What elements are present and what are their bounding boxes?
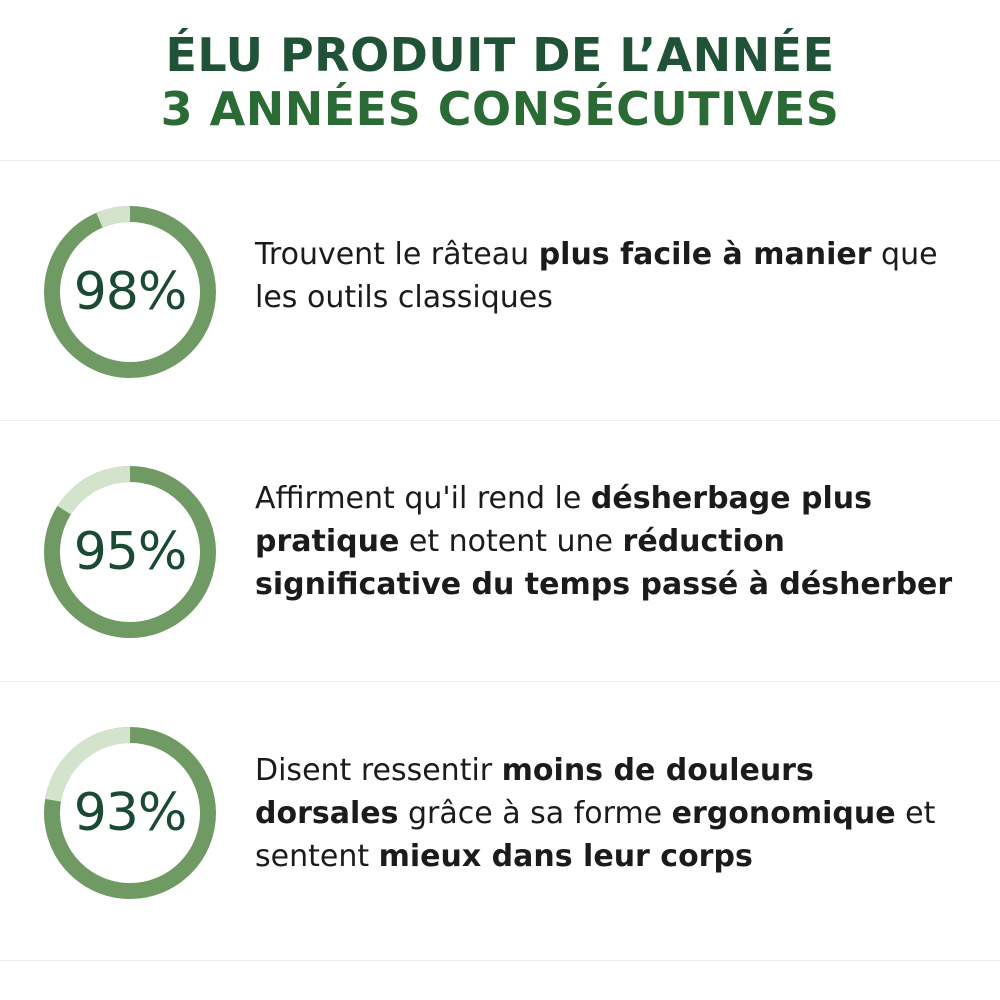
divider: [0, 960, 1000, 961]
description-text: Trouvent le râteau: [255, 237, 539, 272]
description-text: Affirment qu'il rend le: [255, 481, 591, 516]
highlight-text: réduction significative du temps passé à désherber: [255, 524, 953, 602]
stat-description: [255, 749, 965, 878]
headline-line-2: 3 ANNÉES CONSÉCUTIVES: [160, 82, 840, 136]
stat-item: [0, 160, 1000, 420]
headline: [0, 28, 1000, 136]
description-text: et notent une: [399, 524, 623, 559]
headline-line-1: ÉLU PRODUIT DE L’ANNÉE: [165, 28, 835, 82]
description-text: grâce à sa forme: [398, 796, 672, 831]
progress-ring: [42, 725, 218, 901]
percent-value: 98%: [73, 262, 187, 322]
stat-description: [255, 477, 965, 606]
description-text: que les outils classiques: [255, 237, 938, 315]
highlight-text: moins de douleurs dorsales: [255, 753, 814, 831]
description-text: et sentent: [255, 796, 936, 874]
percent-value: 93%: [73, 783, 187, 843]
progress-ring: [42, 464, 218, 640]
description-text: Disent ressentir: [255, 753, 502, 788]
highlight-text: plus facile à manier: [538, 237, 872, 272]
highlight-text: mieux dans leur corps: [378, 839, 753, 874]
highlight-text: ergonomique: [671, 796, 896, 831]
highlight-text: désherbage plus pratique: [255, 481, 873, 559]
stat-item: [0, 420, 1000, 680]
stat-item: [0, 681, 1000, 941]
stat-description: [255, 233, 965, 319]
percent-value: 95%: [73, 522, 187, 582]
progress-ring: [42, 204, 218, 380]
